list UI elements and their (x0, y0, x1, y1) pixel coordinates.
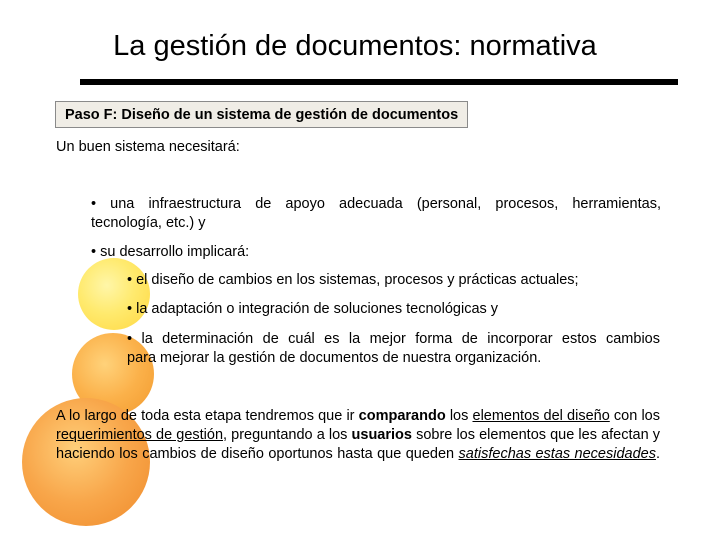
conclusion-text: . (655, 446, 661, 462)
conclusion-text: A lo largo de toda esta etapa tendremos que ir (56, 408, 359, 424)
conclusion-text: sobre los elementos que les afectan y haciendo los cambios de diseño oportunos hasta que queden (56, 427, 660, 462)
conclusion-text: con los (609, 408, 660, 424)
bullet-infrastructure (91, 195, 661, 233)
conclusion-underline-elementos: elementos del diseño (472, 408, 610, 424)
title-underline (80, 79, 678, 85)
conclusion-underline-requerimientos: requerimientos de gestión (56, 427, 224, 443)
yellow-circle-decoration (78, 258, 150, 330)
conclusion-bold-comparando: comparando (358, 408, 446, 424)
conclusion-text: los (445, 408, 473, 424)
subitem-design-changes: • el diseño de cambios en los sistemas, procesos y prácticas actuales; (127, 272, 579, 288)
bullet-line: tecnología, etc.) y (91, 215, 206, 231)
bullet-development: • su desarrollo implicará: (91, 244, 250, 260)
subitem-tech-solutions: • la adaptación o integración de soluciones tecnológicas y (127, 301, 499, 317)
intro-text: Un buen sistema necesitará: (56, 139, 240, 155)
conclusion-paragraph (56, 407, 660, 464)
conclusion-bold-usuarios: usuarios (351, 427, 412, 443)
subitem-line: para mejorar la gestión de documentos de nuestra organización. (127, 350, 542, 366)
slide-title: La gestión de documentos: normativa (113, 30, 597, 62)
conclusion-text: , preguntando a los (223, 427, 352, 443)
subitem-line: • la determinación de cuál es la mejor forma de incorporar estos cambios (127, 331, 660, 347)
step-label-box: Paso F: Diseño de un sistema de gestión de documentos (55, 101, 468, 128)
bullet-line: • una infraestructura de apoyo adecuada (personal, procesos, herramientas, (91, 196, 661, 212)
subitem-best-way (127, 330, 660, 368)
conclusion-italic-underline: satisfechas estas necesidades (458, 446, 656, 462)
